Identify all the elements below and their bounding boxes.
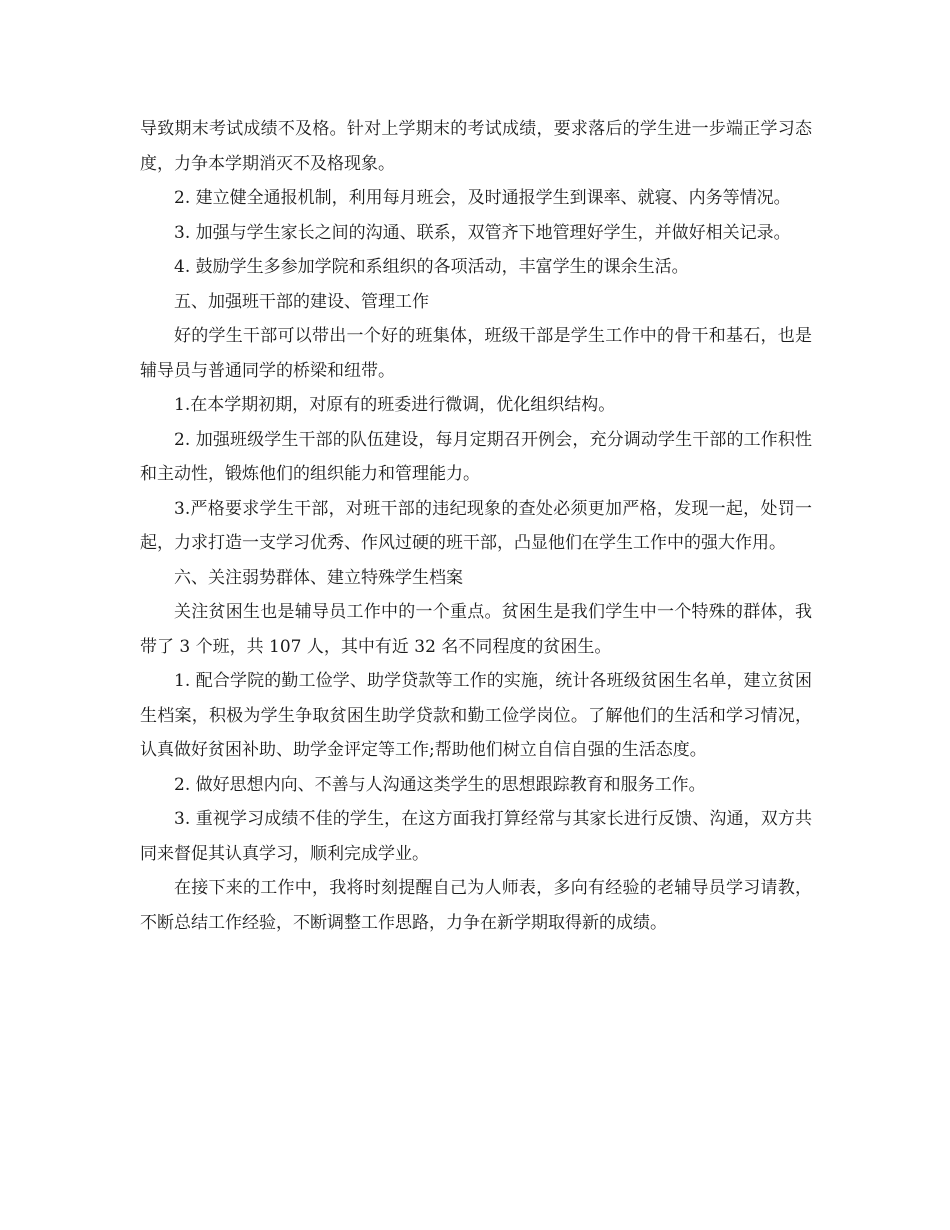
section-heading-five: 五、加强班干部的建设、管理工作 [174,291,429,312]
paragraph-cadre-intro: 好的学生干部可以带出一个好的班集体，班级干部是学生工作中的骨干和基石，也是辅导员与普通同学的桥梁和纽带。 [140,326,812,381]
list-item-committee: 1.在本学期初期，对原有的班委进行微调，优化组织结构。 [174,395,616,415]
list-item-report-mechanism: 2. 建立健全通报机制，利用每月班会，及时通报学生到课率、就寝、内务等情况。 [174,188,791,208]
list-item-low-grades: 3. 重视学习成绩不佳的学生，在这方面我打算经常与其家长进行反馈、沟通，双方共同来督促其认真学习，顺利完成学业。 [140,809,812,864]
paragraph-conclusion: 在接下来的工作中，我将时刻提醒自己为人师表，多向有经验的老辅导员学习请教，不断总结工作经验，不断调整工作思路，力争在新学期取得新的成绩。 [140,878,812,933]
list-item-team-building: 2. 加强班级学生干部的队伍建设，每月定期召开例会，充分调动学生干部的工作积性和主动性，锻炼他们的组织能力和管理能力。 [140,429,812,484]
list-item-strict-requirements: 3.严格要求学生干部，对班干部的违纪现象的查处必须更加严格，发现一起，处罚一起，力求打造一支学习优秀、作风过硬的班干部，凸显他们在学生工作中的强大作用。 [140,498,812,553]
list-item-activities: 4. 鼓励学生多参加学院和系组织的各项活动，丰富学生的课余生活。 [174,257,689,277]
list-item-work-study: 1. 配合学院的勤工俭学、助学贷款等工作的实施，统计各班级贫困生名单，建立贫困生档案，积极为学生争取贫困生助学贷款和勤工俭学岗位。了解他们的生活和学习情况，认真做好贫困补助、助学金评定等工作;帮助他们树立自信自强的生活态度。 [140,671,812,760]
document-page [140,112,812,940]
list-item-parent-contact: 3. 加强与学生家长之间的沟通、联系，双管齐下地管理好学生，并做好相关记录。 [174,222,791,243]
paragraph-continuation: 导致期末考试成绩不及格。针对上学期末的考试成绩，要求落后的学生进一步端正学习态度，力争本学期消灭不及格现象。 [140,119,812,174]
paragraph-poor-students-intro: 关注贫困生也是辅导员工作中的一个重点。贫困生是我们学生中一个特殊的群体，我带了 3 个班，共 107 人，其中有近 32 名不同程度的贫困生。 [140,602,812,657]
list-item-introverted-students: 2. 做好思想内向、不善与人沟通这类学生的思想跟踪教育和服务工作。 [174,774,706,795]
section-heading-six: 六、关注弱势群体、建立特殊学生档案 [174,567,463,588]
